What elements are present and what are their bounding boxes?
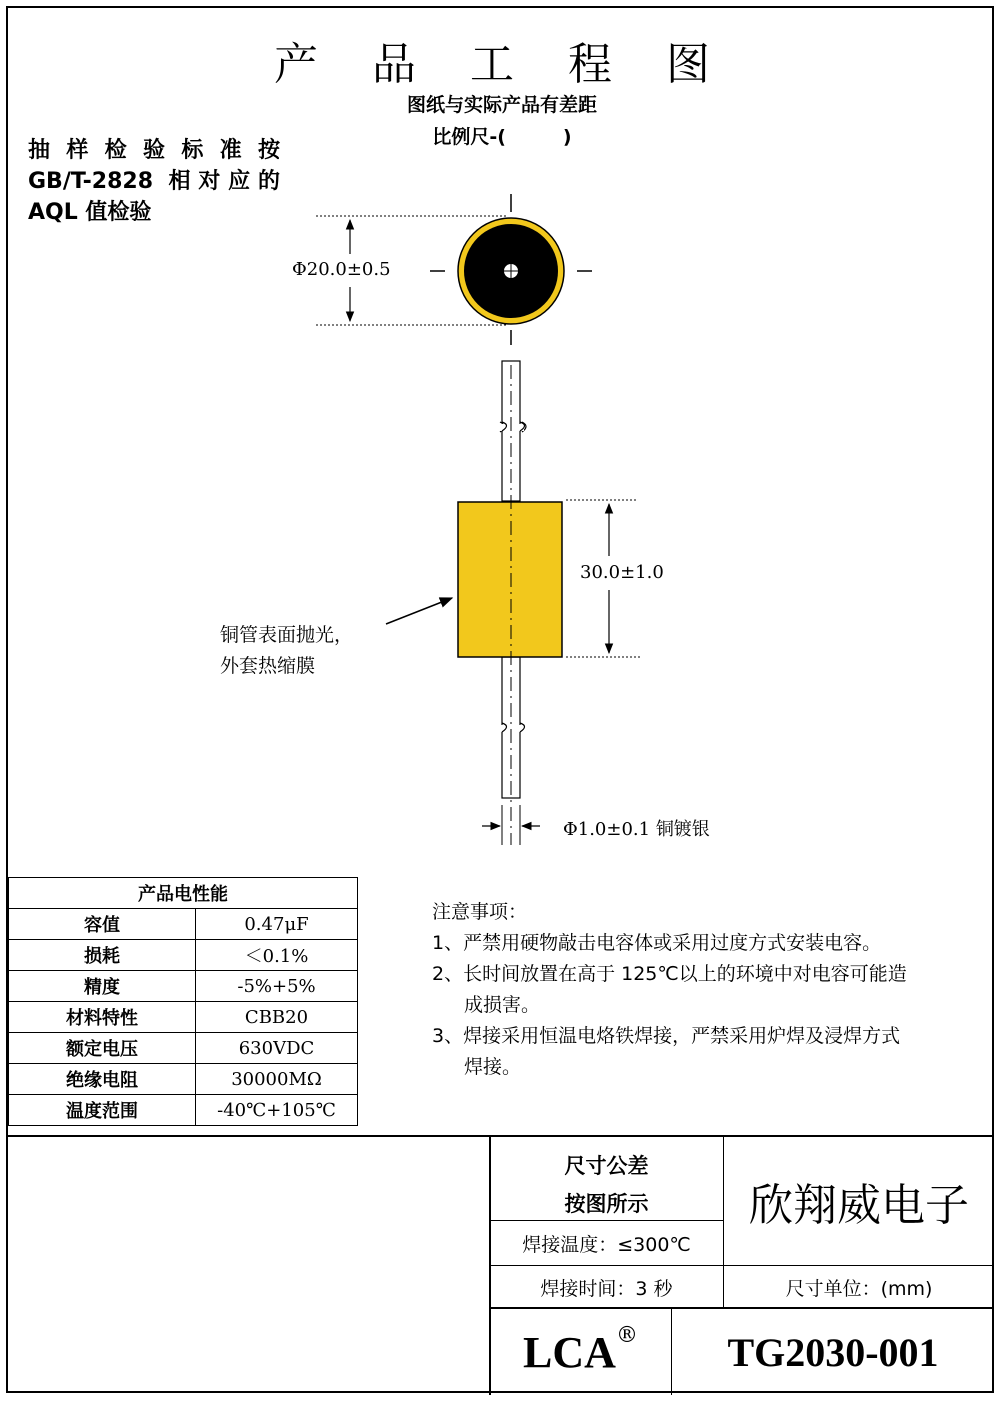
tolerance-line1: 尺寸公差 bbox=[564, 1154, 649, 1178]
solder-temp: 焊接温度：≤300℃ bbox=[522, 1233, 691, 1256]
dimension-unit: 尺寸单位：(mm) bbox=[785, 1277, 933, 1300]
table-row bbox=[9, 940, 358, 971]
notes-title: 注意事项： bbox=[432, 901, 528, 923]
prop-key: 额定电压 bbox=[9, 1033, 196, 1064]
note-2-cont: 成损害。 bbox=[464, 994, 541, 1016]
callout-label-line2: 外套热缩膜 bbox=[220, 655, 316, 677]
diameter-label: Φ20.0±0.5 bbox=[292, 259, 391, 280]
title-block bbox=[8, 1135, 994, 1395]
table-row bbox=[9, 1033, 358, 1064]
prop-value: -5%+5% bbox=[196, 971, 358, 1002]
prop-value: -40℃+105℃ bbox=[196, 1095, 358, 1126]
part-number: TG2030-001 bbox=[727, 1329, 939, 1375]
length-label: 30.0±1.0 bbox=[580, 562, 664, 583]
aql-note-line2: GB/T-2828 相对应的 bbox=[28, 169, 280, 194]
prop-value: ＜0.1% bbox=[196, 940, 358, 971]
prop-key: 容值 bbox=[9, 909, 196, 940]
subtitle-scale: 比例尺-( ) bbox=[432, 126, 572, 148]
prop-value: CBB20 bbox=[196, 1002, 358, 1033]
capacitor-body bbox=[458, 502, 562, 657]
prop-key: 绝缘电阻 bbox=[9, 1064, 196, 1095]
prop-value: 630VDC bbox=[196, 1033, 358, 1064]
logo-text: LCA bbox=[523, 1327, 616, 1377]
table-row bbox=[9, 971, 358, 1002]
company-name: 欣翔威电子 bbox=[749, 1180, 969, 1231]
prop-key: 温度范围 bbox=[9, 1095, 196, 1126]
table-row bbox=[9, 1064, 358, 1095]
registered-mark: ® bbox=[615, 1323, 638, 1348]
solder-time: 焊接时间：3 秒 bbox=[540, 1277, 673, 1300]
lca-logo bbox=[490, 1309, 671, 1395]
subtitle-disclaimer: 图纸与实际产品有差距 bbox=[406, 94, 597, 116]
table-row bbox=[9, 1095, 358, 1126]
tolerance-line2: 按图所示 bbox=[564, 1192, 649, 1216]
electrical-properties-table bbox=[8, 877, 358, 1126]
note-3-cont: 焊接。 bbox=[464, 1056, 522, 1078]
page-title: 产 品 工 程 图 bbox=[274, 39, 730, 90]
callout-arrow bbox=[386, 598, 452, 624]
precautions-notes bbox=[432, 897, 972, 1083]
table-header-row bbox=[9, 878, 358, 909]
prop-key: 损耗 bbox=[9, 940, 196, 971]
prop-value: 30000MΩ bbox=[196, 1064, 358, 1095]
lead-label: Φ1.0±0.1 铜镀银 bbox=[563, 819, 710, 840]
note-2: 2、长时间放置在高于 125℃以上的环境中对电容可能造 bbox=[432, 963, 907, 985]
note-3: 3、焊接采用恒温电烙铁焊接，严禁采用炉焊及浸焊方式 bbox=[432, 1025, 901, 1047]
prop-value: 0.47μF bbox=[196, 909, 358, 940]
table-row bbox=[9, 1002, 358, 1033]
note-1: 1、严禁用硬物敲击电容体或采用过度方式安装电容。 bbox=[432, 932, 882, 954]
table-row bbox=[9, 909, 358, 940]
prop-key: 精度 bbox=[9, 971, 196, 1002]
table-header: 产品电性能 bbox=[9, 878, 358, 909]
aql-note-line3: AQL 值检验 bbox=[28, 200, 152, 225]
prop-key: 材料特性 bbox=[9, 1002, 196, 1033]
aql-note-line1: 抽样检验标准按 bbox=[28, 138, 280, 163]
callout-label-line1: 铜管表面抛光， bbox=[220, 624, 354, 646]
